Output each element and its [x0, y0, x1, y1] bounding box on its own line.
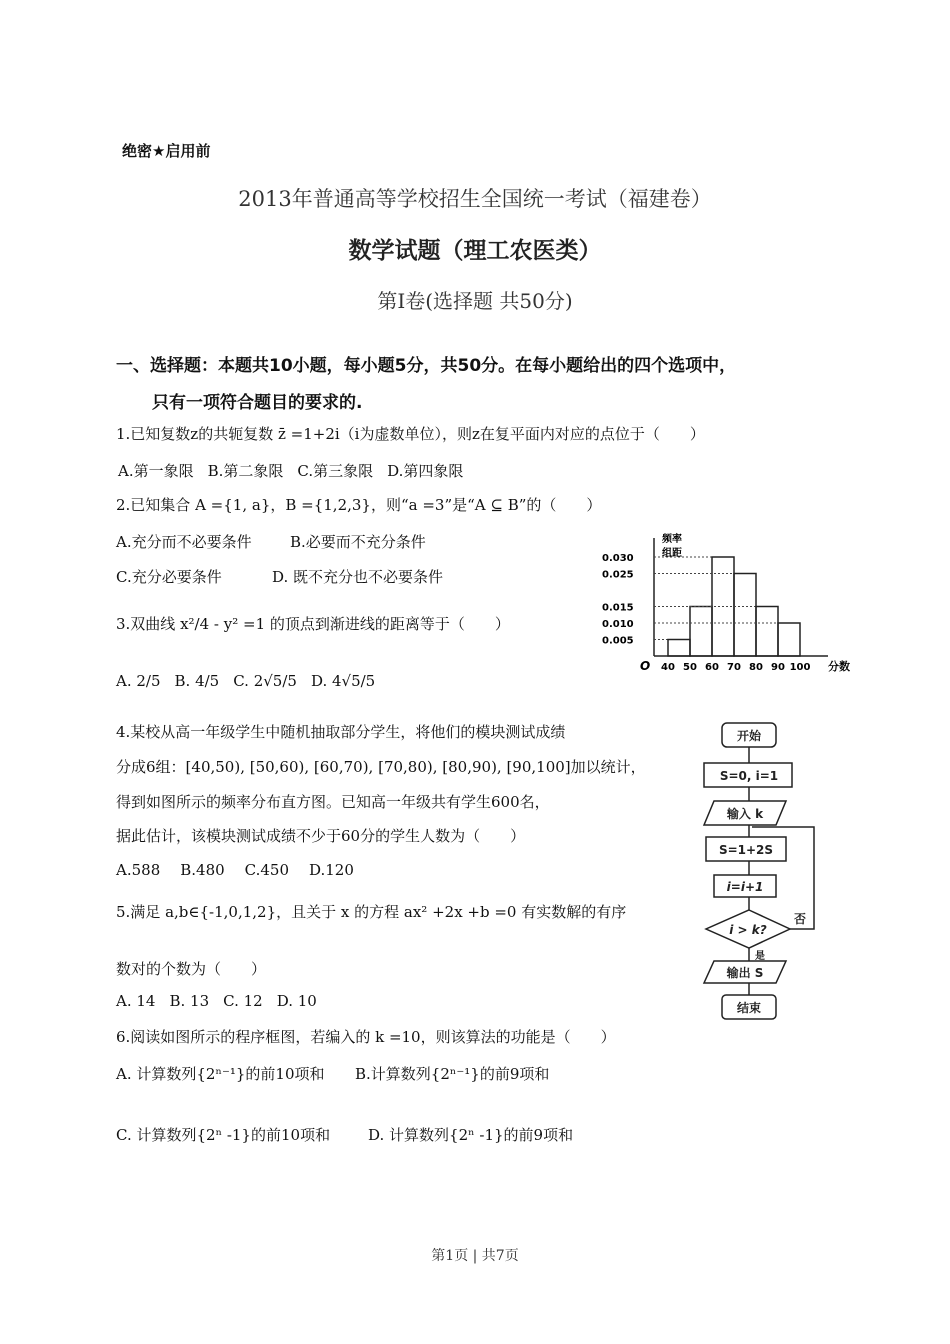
q3-options — [116, 672, 389, 690]
q1-option-b: B.第二象限 — [207, 462, 284, 480]
x-tick-label: 80 — [749, 662, 763, 673]
x-tick-label: 70 — [727, 662, 741, 673]
part-title: 第Ⅰ卷(选择题 共50分) — [377, 289, 573, 313]
frequency-histogram — [600, 520, 860, 680]
q5-stem-2: 数对的个数为（ ） — [116, 960, 267, 978]
q6-option-a: A. 计算数列{2ⁿ⁻¹}的前10项和 — [116, 1065, 325, 1083]
flow-yes-label: 是 — [755, 951, 765, 962]
q3-option-a: A. 2/5 — [116, 672, 161, 690]
y-tick-label: 0.025 — [602, 569, 634, 581]
q5-option-d: D. 10 — [276, 992, 317, 1010]
q2-option-c: C.充分必要条件 — [116, 568, 222, 586]
q1-option-d: D.第四象限 — [387, 462, 464, 480]
q4-option-d: D.120 — [309, 861, 354, 879]
x-tick-label: 40 — [661, 662, 675, 673]
q2-stem: 2.已知集合 A ={1, a}，B ={1,2,3}，则“a =3”是“A ⊆ B”的（ ） — [116, 496, 602, 514]
q5-stem-1: 5.满足 a,b∈{-1,0,1,2}，且关于 x 的方程 ax² +2x +b =0 有实数解的有序 — [116, 903, 627, 921]
q1-options — [118, 460, 477, 481]
q2-option-a: A.充分而不必要条件 — [116, 533, 252, 551]
y-tick-label: 0.010 — [602, 619, 634, 630]
q2-option-d: D. 既不充分也不必要条件 — [272, 568, 444, 586]
q1-option-c: C.第三象限 — [297, 462, 374, 480]
histogram-bar — [756, 607, 778, 657]
q3-stem: 3.双曲线 x²/4 - y² =1 的顶点到渐进线的距离等于（ ） — [116, 615, 510, 633]
section-heading-1: 一、选择题：本题共10小题，每小题5分，共50分。在每小题给出的四个选项中， — [116, 356, 737, 376]
q4-stem-2: 分成6组：[40,50), [50,60), [60,70), [70,80), [80,90), [90,100]加以统计， — [116, 758, 646, 776]
y-tick-label: 0.030 — [602, 553, 634, 564]
exam-title: 2013年普通高等学校招生全国统一考试（福建卷） — [238, 187, 712, 211]
y-tick-label: 0.005 — [602, 635, 634, 647]
q5-option-b: B. 13 — [169, 992, 210, 1010]
q6-stem: 6.阅读如图所示的程序框图，若编入的 k =10，则该算法的功能是（ ） — [116, 1028, 616, 1046]
q4-stem-1: 4.某校从高一年级学生中随机抽取部分学生，将他们的模块测试成绩 — [116, 723, 566, 741]
q1-option-a: A.第一象限 — [118, 462, 194, 480]
q6-option-b: B.计算数列{2ⁿ⁻¹}的前9项和 — [355, 1065, 550, 1083]
q4-options — [116, 861, 368, 879]
flow-no-label: 否 — [793, 912, 807, 926]
histogram-bar — [690, 607, 712, 657]
flow-input-text: 输入 k — [726, 807, 764, 821]
histogram-bar — [668, 640, 690, 657]
section-heading-2: 只有一项符合题目的要求的. — [152, 393, 363, 413]
origin-label: O — [640, 659, 651, 673]
flow-step1-text: S=1+2S — [718, 843, 774, 857]
q2-option-b: B.必要而不充分条件 — [290, 533, 426, 551]
x-tick-label: 100 — [789, 662, 811, 673]
histogram-bar — [734, 574, 756, 657]
q4-stem-3: 得到如图所示的频率分布直方图。已知高一年级共有学生600名， — [116, 793, 550, 811]
q5-option-a: A. 14 — [116, 992, 156, 1010]
program-flowchart — [690, 715, 840, 1025]
secret-label: 绝密★启用前 — [122, 142, 211, 160]
flow-end-text: 结束 — [736, 1001, 762, 1015]
y-label-bottom: 组距 — [662, 548, 682, 559]
y-tick-label: 0.015 — [602, 602, 634, 614]
flow-output-text: 输出 S — [726, 966, 764, 980]
q5-option-c: C. 12 — [223, 992, 263, 1010]
x-tick-label: 90 — [771, 662, 785, 673]
q4-option-c: C.450 — [244, 861, 289, 879]
q5-options — [116, 992, 331, 1010]
q4-option-a: A.588 — [116, 861, 161, 879]
flow-cond-text: i > k? — [729, 923, 767, 937]
x-label: 分数 — [828, 660, 850, 673]
subject-title: 数学试题（理工农医类） — [348, 238, 602, 264]
flow-step2-text: i=i+1 — [726, 880, 764, 894]
q3-option-c: C. 2√5/5 — [233, 672, 297, 690]
histogram-bar — [778, 623, 800, 656]
q1-stem: 1.已知复数z的共轭复数 z̄ =1+2i（i为虚数单位），则z在复平面内对应的点位于（ ） — [116, 425, 705, 443]
flow-start-text: 开始 — [736, 729, 762, 743]
y-label-top: 频率 — [662, 534, 682, 545]
x-tick-label: 50 — [683, 662, 697, 673]
q4-option-b: B.480 — [180, 861, 225, 879]
flow-init-text: S=0, i=1 — [719, 769, 779, 783]
x-tick-label: 60 — [705, 662, 719, 673]
q6-option-c: C. 计算数列{2ⁿ -1}的前10项和 — [116, 1126, 331, 1144]
q4-stem-4: 据此估计，该模块测试成绩不少于60分的学生人数为（ ） — [116, 827, 526, 845]
q3-option-d: D. 4√5/5 — [310, 672, 376, 690]
page-footer: 第1页 | 共7页 — [431, 1248, 519, 1264]
q6-option-d: D. 计算数列{2ⁿ -1}的前9项和 — [368, 1126, 574, 1144]
q3-option-b: B. 4/5 — [174, 672, 220, 690]
